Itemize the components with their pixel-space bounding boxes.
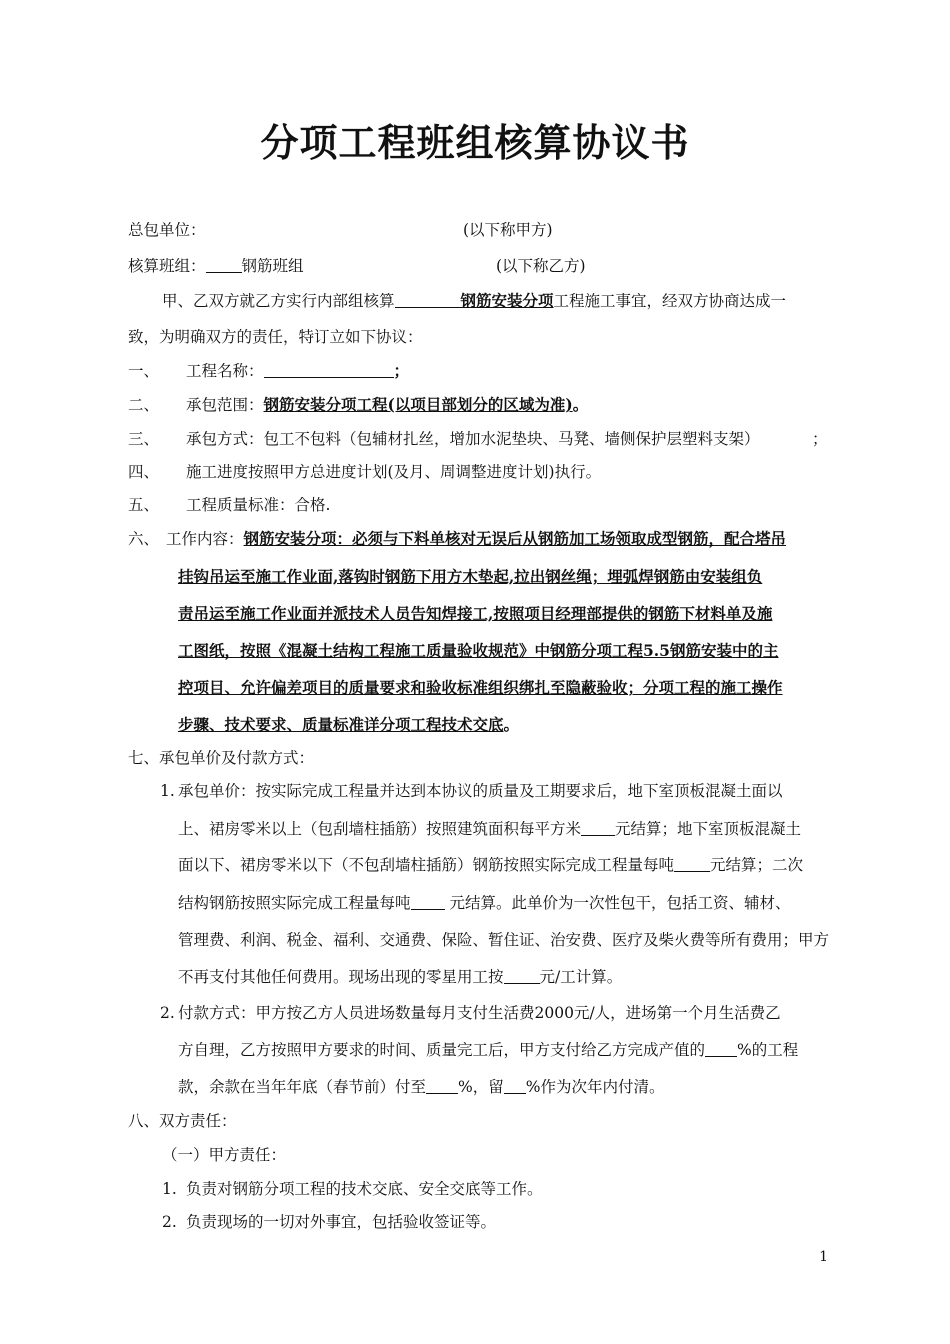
price-line-5: 管理费、利润、税金、福利、交通费、保险、暂住证、治安费、医疗及柴火费等所有费用；甲方 (178, 931, 830, 949)
page-number: 1 (819, 1249, 828, 1265)
section-7-heading: 七、承包单价及付款方式： (128, 749, 315, 767)
price-text: 面以下、裙房零米以下（不包刮墙柱插筋）钢筋按照实际完成工程量每吨 (178, 856, 675, 874)
item-project-name (186, 360, 409, 382)
party-a-suffix: (以下称甲方) (463, 221, 553, 239)
price-text: 元/工计算。 (539, 968, 623, 986)
work-label: 工作内容： (166, 530, 244, 548)
price-line-6 (178, 966, 622, 988)
payment-text: 方自理，乙方按照甲方要求的时间、质量完工后，甲方支付给乙方完成产值的 (178, 1041, 706, 1059)
work-line-6 (178, 714, 519, 736)
party-b-suffix: (以下称乙方) (496, 257, 586, 275)
item-number: 五、 (128, 496, 160, 514)
item-quality: 工程质量标准：合格. (186, 496, 331, 514)
document-title: 分项工程班组核算协议书 (260, 120, 690, 165)
price-line-2 (178, 818, 801, 840)
intro-line-2: 致，为明确双方的责任，特订立如下协议： (128, 328, 423, 346)
blank-line (705, 1040, 737, 1057)
intro-text-end: 工程施工事宜，经双方协商达成一 (553, 292, 787, 310)
clause-number: 2. (162, 1213, 177, 1231)
blank-line (395, 291, 461, 308)
section-8-heading: 八、双方责任： (128, 1112, 237, 1130)
item-tail: ； (812, 430, 828, 448)
blank-line (504, 1077, 526, 1094)
price-text: 结构钢筋按照实际完成工程量每吨 (178, 894, 411, 912)
duty-item: 负责现场的一切对外事宜，包括验收签证等。 (186, 1213, 497, 1231)
price-text: 元结算；地下室顶板混凝土 (615, 820, 802, 838)
item-label: 承包范围： (186, 396, 264, 414)
section-8-subheading: （一）甲方责任： (162, 1146, 287, 1164)
item-method: 承包方式：包工不包料（包辅材扎丝，增加水泥垫块、马凳、墙侧保护层塑料支架） (186, 430, 760, 448)
item-number: 六、 (128, 530, 160, 548)
work-line-4: 工图纸，按照《混凝土结构工程施工质量验收规范》中钢筋分项工程5.5钢筋安装中的主 (178, 641, 779, 660)
clause-number: 2. (160, 1004, 175, 1022)
blank-line (426, 1077, 458, 1094)
price-text: 不再支付其他任何费用。现场出现的零星用工按 (178, 968, 504, 986)
payment-line-2 (178, 1039, 798, 1061)
item-scope-value: 钢筋安装分项工程(以项目部划分的区域为准) (263, 395, 573, 414)
work-line-1 (166, 528, 786, 550)
item-number: 三、 (128, 430, 160, 448)
intro-line-1 (162, 290, 786, 312)
blank-line (504, 967, 540, 984)
clause-number: 1. (162, 1180, 177, 1198)
clause-number: 1. (160, 782, 175, 800)
blank-line (581, 819, 615, 836)
work-text: 钢筋安装分项：必须与下料单核对无误后从钢筋加工场领取成型钢筋，配合塔吊 (243, 529, 787, 548)
payment-text: 款，余款在当年年底（春节前）付至 (178, 1078, 427, 1096)
price-line-3 (178, 854, 803, 876)
blank-line (674, 855, 710, 872)
work-line-5: 控项目、允许偏差项目的质量要求和验收标准组织绑扎至隐蔽验收；分项工程的施工操作 (178, 678, 783, 697)
payment-text: %的工程 (737, 1041, 799, 1059)
intro-text: 甲、乙双方就乙方实行内部组核算 (162, 292, 395, 310)
payment-line-1: 付款方式：甲方按乙方人员进场数量每月支付生活费2000元/人，进场第一个月生活费乙 (178, 1004, 781, 1022)
payment-text: %，留 (458, 1078, 504, 1096)
party-b-label: 核算班组： (128, 257, 206, 275)
price-text: 元结算。此单价为一次性包干，包括工资、辅材、 (444, 894, 791, 912)
price-line-1: 承包单价：按实际完成工程量并达到本协议的质量及工期要求后，地下室顶板混凝土面以 (178, 782, 783, 800)
item-number: 四、 (128, 463, 160, 481)
payment-line-3 (178, 1076, 664, 1098)
payment-text: %作为次年内付清。 (525, 1078, 665, 1096)
work-line-2: 挂钩吊运至施工作业面,落钩时钢筋下用方木垫起,拉出钢丝绳；埋弧焊钢筋由安装组负 (178, 567, 763, 586)
party-b-value: 钢筋班组 (241, 257, 304, 275)
work-end: 。 (503, 715, 520, 734)
price-text: 元结算；二次 (710, 856, 804, 874)
item-number: 二、 (128, 396, 160, 414)
blank-line (264, 361, 394, 378)
price-line-4 (178, 892, 790, 914)
work-text: 步骤、技术要求、质量标准详分项工程技术交底 (178, 715, 504, 734)
duty-item: 负责对钢筋分项工程的技术交底、安全交底等工作。 (186, 1180, 543, 1198)
item-schedule: 施工进度按照甲方总进度计划(及月、周调整进度计划)执行。 (186, 463, 602, 481)
blank-line (206, 256, 242, 273)
item-scope (186, 394, 588, 416)
item-number: 一、 (128, 362, 160, 380)
party-a-label: 总包单位： (128, 221, 206, 239)
blank-line (411, 893, 445, 910)
item-label: 工程名称： (186, 362, 264, 380)
price-text: 上、裙房零米以上（包刮墙柱插筋）按照建筑面积每平方米 (178, 820, 582, 838)
item-tail: ； (393, 361, 410, 380)
item-tail: 。 (572, 395, 589, 414)
work-line-3: 责吊运至施工作业面并派技术人员告知焊接工,按照项目经理部提供的钢筋下材料单及施 (178, 604, 773, 623)
party-b-line (128, 255, 304, 277)
intro-subject: 钢筋安装分项 (460, 291, 554, 310)
